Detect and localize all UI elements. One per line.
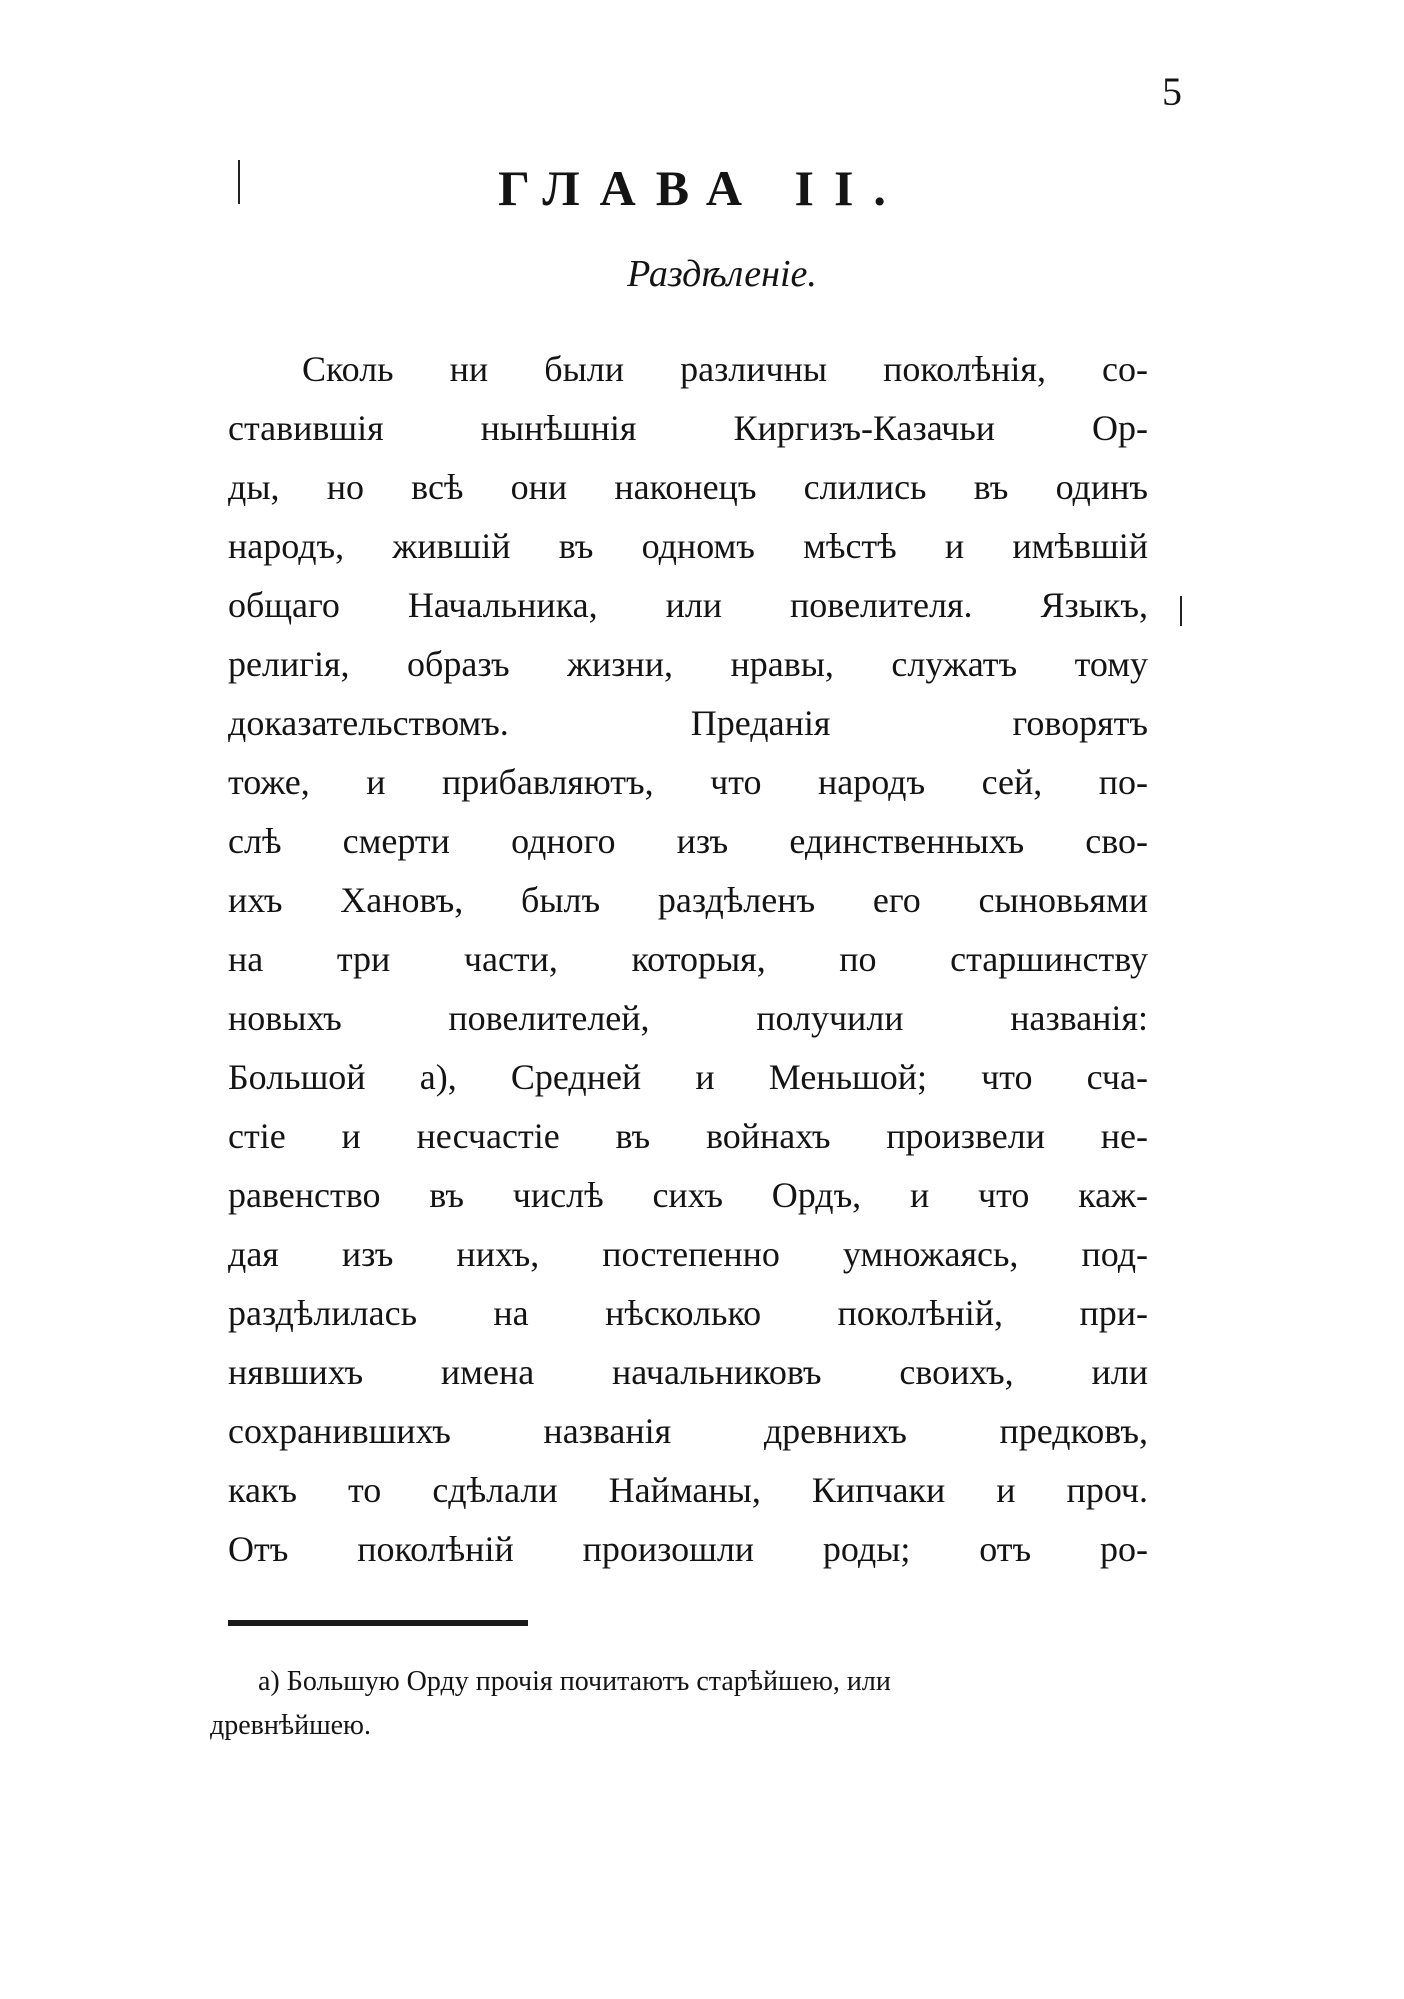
footnote-rule bbox=[228, 1620, 528, 1626]
body-line: Сколь ни были различны поколѣнія, со- bbox=[302, 349, 1148, 389]
body-line: стіе и несчастіе въ войнахъ произвели не- bbox=[228, 1116, 1148, 1156]
body-line: на три части, которыя, по старшинству bbox=[228, 939, 1148, 979]
body-line: народъ, жившій въ одномъ мѣстѣ и имѣвшій bbox=[228, 526, 1148, 566]
body-line: слѣ смерти одного изъ единственныхъ сво- bbox=[228, 821, 1148, 861]
footnote-line: а) Большую Орду прочія почитаютъ старѣйшею, или bbox=[258, 1666, 891, 1697]
page-number: 5 bbox=[1162, 69, 1182, 114]
body-line: ихъ Хановъ, былъ раздѣленъ его сыновьями bbox=[228, 880, 1148, 920]
footnote-line: древнѣйшею. bbox=[210, 1710, 371, 1741]
scan-mark-right bbox=[1180, 596, 1182, 626]
body-line: ды, но всѣ они наконецъ слились въ одинъ bbox=[228, 467, 1148, 507]
section-title: Раздѣленіе. bbox=[627, 253, 817, 295]
body-line: дая изъ нихъ, постепенно умножаясь, под- bbox=[228, 1234, 1148, 1274]
body-line: ставившія нынѣшнія Киргизъ-Казачьи Ор- bbox=[228, 408, 1148, 448]
body-line: нявшихъ имена начальниковъ своихъ, или bbox=[228, 1352, 1148, 1392]
footnote bbox=[210, 1660, 1130, 1748]
body-line: новыхъ повелителей, получили названія: bbox=[228, 998, 1148, 1038]
body-line: тоже, и прибавляютъ, что народъ сей, по- bbox=[228, 762, 1148, 802]
body-text bbox=[228, 340, 1148, 1579]
body-line: сохранившихъ названія древнихъ предковъ, bbox=[228, 1411, 1148, 1451]
body-line: доказательствомъ. Преданія говорятъ bbox=[228, 703, 1148, 743]
body-line: Отъ поколѣній произошли роды; отъ ро- bbox=[228, 1529, 1148, 1569]
body-line: Большой а), Средней и Меньшой; что сча- bbox=[228, 1057, 1148, 1097]
body-line: общаго Начальника, или повелителя. Языкъ, bbox=[228, 585, 1148, 625]
chapter-title: ГЛАВА II. bbox=[498, 160, 906, 216]
body-line: какъ то сдѣлали Найманы, Кипчаки и проч. bbox=[228, 1470, 1148, 1510]
body-line: религія, образъ жизни, нравы, служатъ тому bbox=[228, 644, 1148, 684]
scan-mark-left bbox=[238, 160, 240, 204]
body-line: раздѣлилась на нѣсколько поколѣній, при- bbox=[228, 1293, 1148, 1333]
body-line: равенство въ числѣ сихъ Ордъ, и что каж- bbox=[228, 1175, 1148, 1215]
